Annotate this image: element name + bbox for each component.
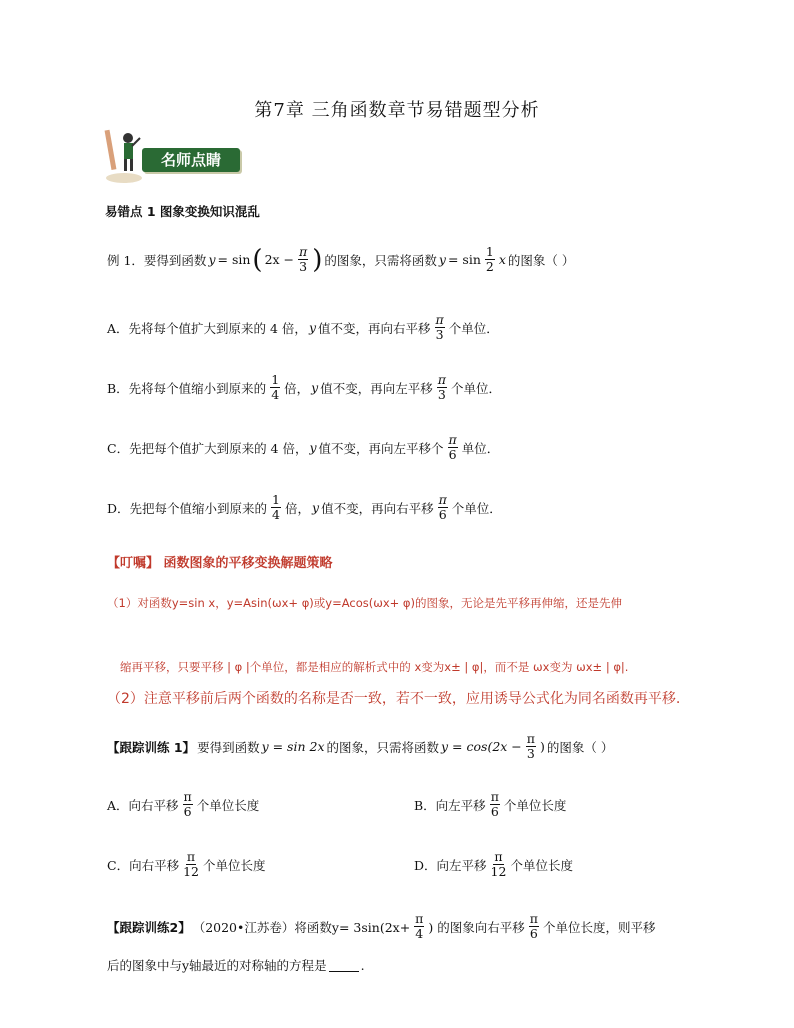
frac-den: 6	[438, 507, 447, 522]
fraction-1-2	[485, 245, 495, 274]
section-heading: 易错点 1 图象变换知识混乱	[105, 204, 260, 219]
option-text: 值不变，再向右平移	[318, 320, 431, 336]
option-fraction	[448, 433, 458, 462]
option-text: 单位．	[461, 440, 500, 456]
page-title: 第7章 三角函数章节易错题型分析	[254, 100, 540, 121]
practice-1-text: 要得到函数	[197, 739, 260, 755]
frac-den: 12	[490, 864, 507, 879]
practice-1-func1: y = sin 2x	[261, 739, 325, 754]
frac-den: 4	[272, 507, 280, 522]
option-text: B．向左平移	[414, 797, 486, 813]
frac-den: 6	[183, 804, 192, 819]
example-sin2: = sin	[447, 252, 481, 267]
option-text: D．先把每个值缩小到原来的	[107, 500, 268, 516]
example-y2: y	[438, 252, 446, 267]
tip-line-3: （2）注意平移前后两个函数的名称是否一致，若不一致，应用诱导公式化为同名函数再平移.	[107, 691, 681, 707]
option-text: C．向右平移	[107, 857, 180, 873]
practice-1-option-c	[107, 850, 266, 879]
paren-open: (	[252, 244, 263, 275]
option-c	[107, 433, 499, 462]
example-prefix: 例 1．要得到函数	[107, 252, 207, 268]
practice-1-option-a	[107, 790, 259, 819]
practice-2-line-2	[107, 956, 365, 974]
option-fraction	[490, 790, 500, 819]
frac-den: 3	[435, 327, 444, 342]
option-fraction	[271, 493, 281, 522]
frac-den: 6	[529, 926, 538, 941]
frac-den: 4	[415, 926, 424, 941]
frac-num: π	[438, 492, 447, 507]
frac-den: 6	[448, 447, 457, 462]
example-mid: 的图象，只需将函数	[324, 252, 437, 268]
banner-label: 名师点睛	[142, 148, 240, 172]
option-fraction	[491, 850, 507, 879]
practice-2-fraction	[529, 912, 539, 941]
option-b	[107, 373, 501, 402]
frac-num: 1	[271, 372, 280, 387]
frac-den: 2	[485, 259, 494, 274]
frac-num: π	[186, 849, 196, 864]
practice-1-tag: 【跟踪训练 1】	[107, 739, 196, 755]
option-text: 个单位长度	[510, 857, 573, 873]
practice-2-question	[107, 912, 655, 941]
option-text: 值不变，再向左平移	[320, 380, 433, 396]
practice-1-text: 的图象，只需将函数	[326, 739, 440, 755]
practice-2-fraction	[414, 912, 424, 941]
frac-num: π	[448, 432, 457, 447]
option-text: 个单位长度	[503, 797, 567, 813]
option-text: 值不变，再向右平移	[321, 500, 434, 516]
practice-2-text: （2020•江苏卷）将函数y= 3sin(2x+	[192, 919, 411, 935]
section-banner	[104, 126, 240, 184]
tip-line-1: （1）对函数y=sin x，y=Asin(ωx+ φ)或y=Acos(ωx+ φ)的图象，无论是先平移再伸缩，还是先伸	[107, 596, 623, 610]
practice-1-question	[107, 732, 613, 761]
frac-den: 3	[299, 259, 308, 274]
example-y1: y	[208, 252, 216, 267]
option-y: y	[308, 320, 316, 335]
example-question	[107, 245, 574, 274]
tip-title: 函数图象的平移变换解题策略	[163, 556, 333, 571]
option-fraction	[437, 373, 447, 402]
option-text: 个单位长度	[196, 797, 260, 813]
option-text: 个单位．	[448, 320, 499, 336]
frac-num: π	[494, 849, 503, 864]
option-fraction	[183, 790, 193, 819]
teacher-figure-icon	[104, 126, 144, 184]
frac-num: π	[299, 244, 308, 259]
frac-num: π	[529, 911, 538, 926]
frac-den: 3	[526, 746, 535, 761]
option-text: A．向右平移	[107, 797, 179, 813]
practice-2-text: ) 的图象向右平移	[428, 919, 525, 935]
tip-heading	[107, 552, 333, 571]
option-text: B．先将每个值缩小到原来的	[107, 380, 267, 396]
practice-2-tag: 【跟踪训练2】	[107, 919, 191, 935]
paren-close: )	[312, 244, 323, 275]
option-text: 个单位长度	[202, 857, 266, 873]
option-text: 个单位．	[451, 500, 502, 516]
option-a	[107, 313, 499, 342]
frac-den: 12	[183, 864, 199, 879]
frac-num: π	[526, 731, 535, 746]
frac-num: 1	[272, 492, 280, 507]
example-arg: 2x −	[264, 252, 295, 267]
example-sin1: = sin	[217, 252, 251, 267]
option-d	[107, 493, 502, 522]
option-text: 值不变，再向左平移个	[318, 440, 444, 456]
practice-1-func2: y = cos(2x −	[441, 739, 522, 754]
fraction-pi-3	[298, 245, 308, 274]
frac-num: π	[435, 312, 444, 327]
option-fraction	[270, 373, 280, 402]
tip-tag: 【叮嘱】	[107, 556, 160, 571]
practice-1-option-b	[414, 790, 566, 819]
practice-2-text: 个单位长度，则平移	[542, 919, 656, 935]
option-y: y	[309, 440, 317, 455]
frac-den: 4	[271, 387, 280, 402]
practice-2-text: 后的图象中与y轴最近的对称轴的方程是	[107, 958, 327, 973]
option-text: 倍，	[284, 380, 310, 396]
practice-2-text: .	[360, 957, 365, 973]
practice-1-func2-end: )	[539, 739, 545, 754]
frac-den: 6	[490, 804, 499, 819]
option-y: y	[311, 380, 319, 395]
practice-1-text: 的图象（ ）	[546, 739, 614, 755]
option-text: C．先把每个值扩大到原来的 4 倍，	[107, 440, 308, 456]
example-x: x	[498, 252, 506, 267]
practice-1-option-d	[414, 850, 573, 879]
option-text: 个单位．	[450, 380, 501, 396]
frac-den: 3	[437, 387, 446, 402]
practice-1-fraction	[526, 732, 536, 761]
option-fraction	[435, 313, 445, 342]
frac-num: 1	[485, 244, 494, 259]
frac-num: π	[183, 789, 192, 804]
option-text: 倍，	[284, 500, 310, 516]
example-suffix: 的图象（ ）	[507, 252, 575, 268]
option-text: A．先将每个值扩大到原来的 4 倍，	[107, 320, 307, 336]
frac-num: π	[490, 789, 499, 804]
frac-num: π	[437, 372, 446, 387]
option-fraction	[183, 850, 199, 879]
frac-num: π	[415, 911, 424, 926]
tip-line-2: 缩再平移，只要平移 | φ |个单位，都是相应的解析式中的 x变为x± | φ|，而不是 ωx变为 ωx± | φ|.	[120, 660, 629, 674]
option-fraction	[438, 493, 448, 522]
answer-blank[interactable]	[329, 959, 359, 972]
option-text: D．向左平移	[414, 857, 487, 873]
option-y: y	[312, 500, 320, 515]
